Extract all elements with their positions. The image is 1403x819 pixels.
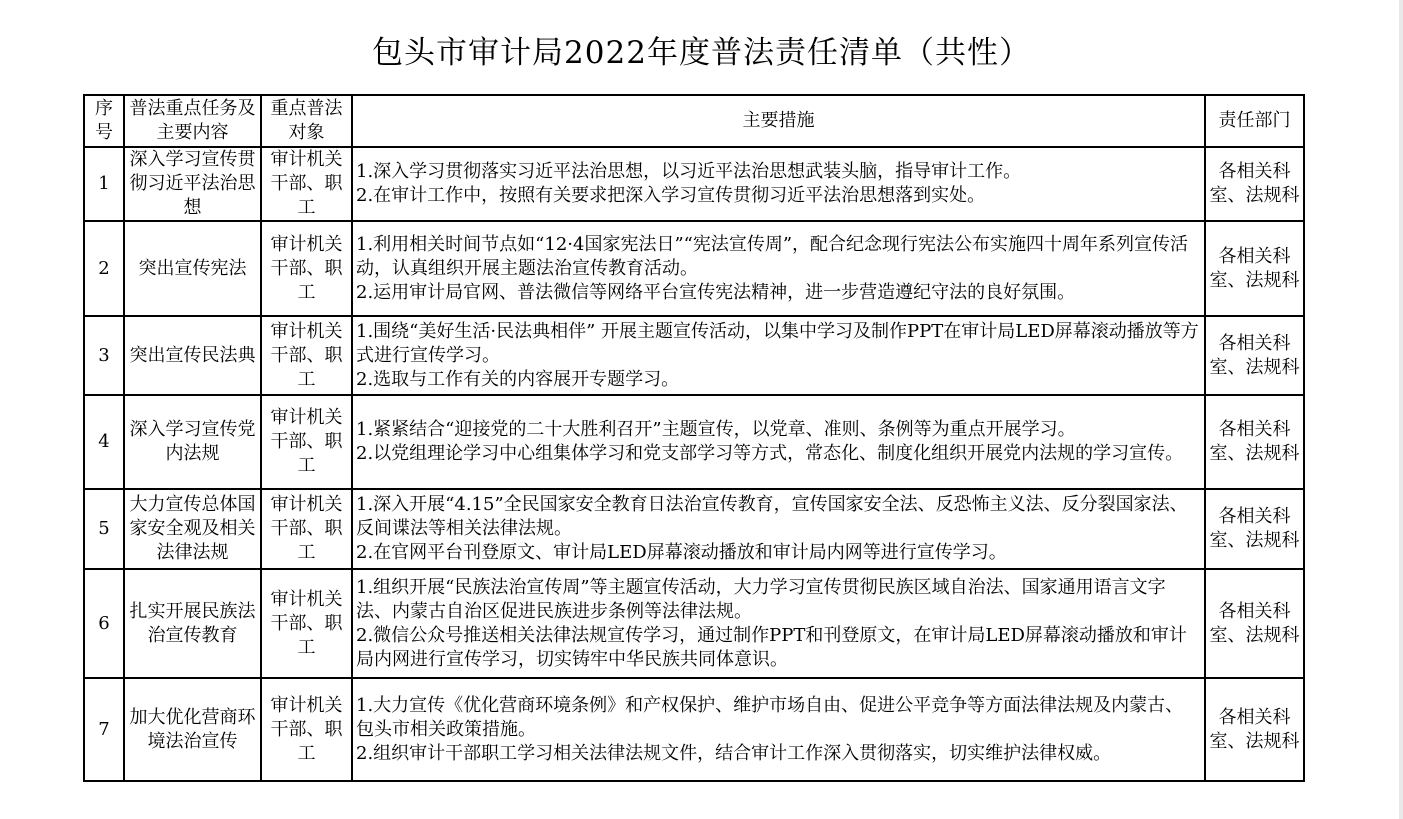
row-responsible-dept: 各相关科室、法规科 [1205, 147, 1304, 221]
row-measures [352, 489, 1205, 569]
measure-item: 2.在审计工作中，按照有关要求把深入学习宣传贯彻习近平法治思想落到实处。 [356, 185, 986, 206]
measure-item: 2.微信公众号推送相关法律法规宣传学习，通过制作PPT和刊登原文，在审计局LED屏幕滚动播放和审计局内网进行宣传学习，切实铸牢中华民族共同体意识。 [356, 624, 1187, 670]
row-task: 大力宣传总体国家安全观及相关法律法规 [124, 489, 261, 569]
row-target: 审计机关干部、职工 [261, 395, 352, 489]
row-responsible-dept: 各相关科室、法规科 [1205, 221, 1304, 316]
measure-item: 1.大力宣传《优化营商环境条例》和产权保护、维护市场自由、促进公平竞争等方面法律法规及内蒙古、包头市相关政策措施。 [356, 694, 1184, 740]
row-serial-number: 4 [84, 395, 124, 489]
table-row [84, 147, 1304, 221]
row-target: 审计机关干部、职工 [261, 489, 352, 569]
table-header [84, 95, 1304, 147]
row-task: 突出宣传民法典 [124, 316, 261, 395]
row-serial-number: 7 [84, 678, 124, 781]
row-task: 深入学习宣传党内法规 [124, 395, 261, 489]
row-serial-number: 3 [84, 316, 124, 395]
duty-list-table [83, 94, 1305, 782]
measure-item: 1.围绕“美好生活·民法典相伴” 开展主题宣传活动，以集中学习及制作PPT在审计局LED屏幕滚动播放等方式进行宣传学习。 [356, 320, 1199, 366]
measure-item: 1.组织开展“民族法治宣传周”等主题宣传活动，大力学习宣传贯彻民族区域自治法、国家通用语言文字法、内蒙古自治区促进民族进步条例等法律法规。 [356, 576, 1166, 622]
table-row [84, 569, 1304, 678]
row-task: 扎实开展民族法治宣传教育 [124, 569, 261, 678]
row-serial-number: 1 [84, 147, 124, 221]
row-target: 审计机关干部、职工 [261, 569, 352, 678]
row-measures [352, 678, 1205, 781]
row-measures [352, 395, 1205, 489]
measure-item: 2.在官网平台刊登原文、审计局LED屏幕滚动播放和审计局内网等进行宣传学习。 [356, 542, 1007, 563]
header-responsible-dept: 责任部门 [1205, 95, 1304, 147]
row-responsible-dept: 各相关科室、法规科 [1205, 489, 1304, 569]
row-measures [352, 569, 1205, 678]
header-serial-number: 序号 [84, 95, 124, 147]
header-row [84, 95, 1304, 147]
row-target: 审计机关干部、职工 [261, 221, 352, 316]
row-responsible-dept: 各相关科室、法规科 [1205, 569, 1304, 678]
table-body [84, 147, 1304, 781]
row-target: 审计机关干部、职工 [261, 316, 352, 395]
measure-item: 1.深入学习贯彻落实习近平法治思想，以习近平法治思想武装头脑，指导审计工作。 [356, 161, 1022, 182]
row-measures [352, 316, 1205, 395]
measure-item: 1.紧紧结合“迎接党的二十大胜利召开”主题宣传，以党章、准则、条例等为重点开展学习。 [356, 419, 1076, 440]
row-target: 审计机关干部、职工 [261, 678, 352, 781]
page-right-edge [1399, 0, 1403, 819]
document-title: 包头市审计局2022年度普法责任清单（共性） [372, 35, 1031, 71]
row-target: 审计机关干部、职工 [261, 147, 352, 221]
header-key-task: 普法重点任务及主要内容 [124, 95, 261, 147]
row-responsible-dept: 各相关科室、法规科 [1205, 395, 1304, 489]
header-key-target: 重点普法对象 [261, 95, 352, 147]
table-row [84, 395, 1304, 489]
table-row [84, 221, 1304, 316]
measure-item: 1.利用相关时间节点如“12·4国家宪法日”“宪法宣传周”，配合纪念现行宪法公布实施四十周年系列宣传活动，认真组织开展主题法治宣传教育活动。 [356, 233, 1189, 279]
table-row [84, 489, 1304, 569]
row-task: 加大优化营商环境法治宣传 [124, 678, 261, 781]
row-serial-number: 6 [84, 569, 124, 678]
table-row [84, 678, 1304, 781]
row-measures [352, 221, 1205, 316]
row-serial-number: 2 [84, 221, 124, 316]
measure-item: 2.以党组理论学习中心组集体学习和党支部学习等方式，常态化、制度化组织开展党内法规的学习宣传。 [356, 443, 1184, 464]
row-task: 突出宣传宪法 [124, 221, 261, 316]
row-responsible-dept: 各相关科室、法规科 [1205, 316, 1304, 395]
row-responsible-dept: 各相关科室、法规科 [1205, 678, 1304, 781]
header-main-measures: 主要措施 [352, 95, 1205, 147]
row-serial-number: 5 [84, 489, 124, 569]
row-measures [352, 147, 1205, 221]
measure-item: 2.运用审计局官网、普法微信等网络平台宣传宪法精神，进一步营造遵纪守法的良好氛围。 [356, 281, 1076, 303]
measure-item: 2.选取与工作有关的内容展开专题学习。 [356, 368, 680, 390]
measure-item: 1.深入开展“4.15”全民国家安全教育日法治宣传教育，宣传国家安全法、反恐怖主义法、反分裂国家法、反间谍法等相关法律法规。 [356, 494, 1188, 539]
row-task: 深入学习宣传贯彻习近平法治思想 [124, 147, 261, 221]
table-row [84, 316, 1304, 395]
measure-item: 2.组织审计干部职工学习相关法律法规文件，结合审计工作深入贯彻落实，切实维护法律权威。 [356, 742, 1112, 764]
